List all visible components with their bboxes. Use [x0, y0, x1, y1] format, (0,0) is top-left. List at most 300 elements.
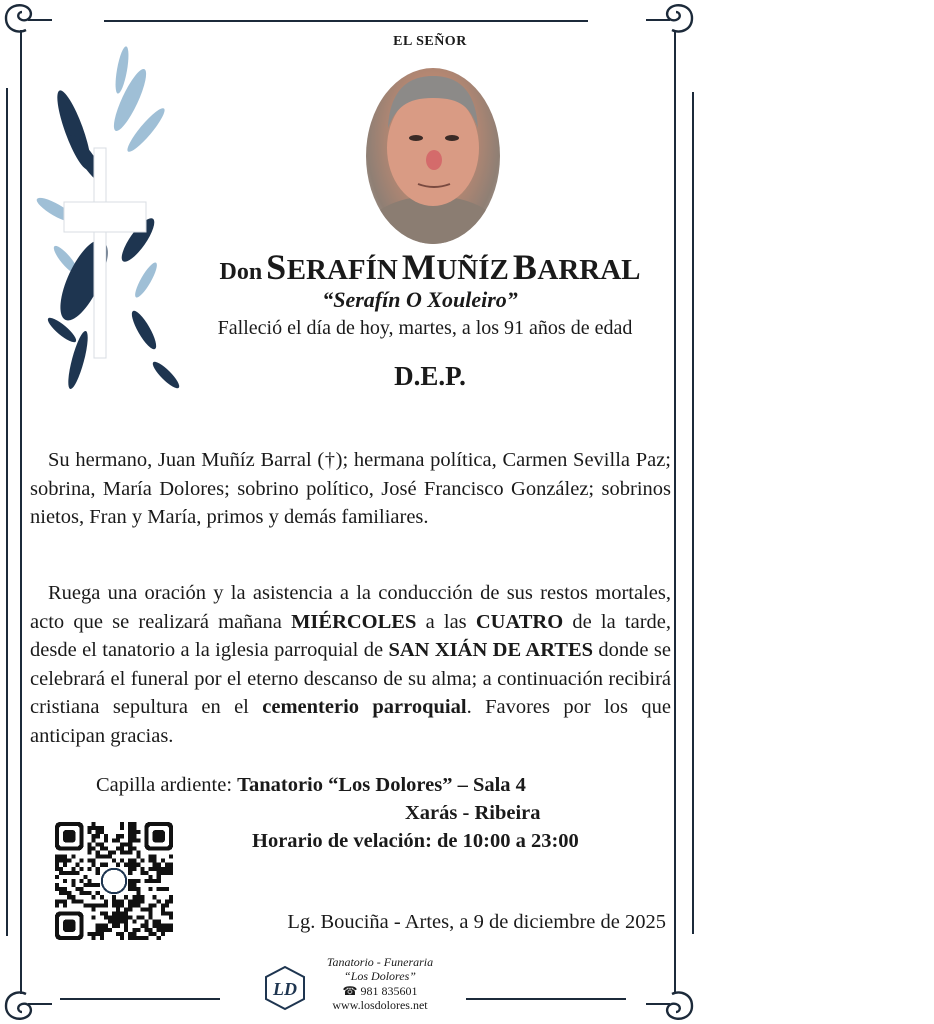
qr-module [88, 891, 92, 895]
qr-module [149, 932, 153, 936]
qr-module [128, 903, 132, 907]
qr-module [104, 855, 108, 859]
qr-module [108, 928, 112, 932]
qr-module [124, 916, 128, 920]
death-statement: Falleció el día de hoy, martes, a los 91 años de edad [217, 317, 633, 339]
qr-module [92, 936, 96, 940]
nickname: “Serafín O Xouleiro” [322, 287, 518, 312]
qr-module [153, 859, 157, 863]
qr-module [140, 899, 144, 903]
qr-module [100, 912, 104, 916]
qr-module [96, 891, 100, 895]
qr-module [149, 903, 153, 907]
qr-module [140, 895, 144, 899]
qr-module [132, 932, 136, 936]
qr-module [128, 830, 132, 834]
qr-module [120, 822, 124, 826]
qr-module [112, 903, 116, 907]
qr-module [96, 834, 100, 838]
qr-module [88, 883, 92, 887]
qr-module [75, 863, 79, 867]
qr-module [132, 859, 136, 863]
qr-module [140, 916, 144, 920]
qr-module [120, 850, 124, 854]
qr-module [71, 867, 75, 871]
qr-module [128, 907, 132, 911]
qr-module [79, 867, 83, 871]
qr-module [112, 859, 116, 863]
qr-module [88, 842, 92, 846]
frame-top-line [104, 20, 588, 22]
qr-module [169, 855, 173, 859]
qr-module [112, 895, 116, 899]
qr-module [165, 899, 169, 903]
qr-center-logo-icon [102, 869, 126, 893]
qr-module [140, 859, 144, 863]
qr-module [153, 932, 157, 936]
qr-module [136, 887, 140, 891]
qr-module [124, 895, 128, 899]
corner-ornament-bottom-right [644, 988, 696, 1024]
qr-module [55, 867, 59, 871]
chapel-line [96, 774, 526, 797]
qr-module [140, 871, 144, 875]
qr-module [116, 920, 120, 924]
qr-module [128, 859, 132, 863]
qr-module [55, 855, 59, 859]
qr-module [128, 932, 132, 936]
qr-module [112, 920, 116, 924]
qr-module [136, 879, 140, 883]
qr-module [71, 855, 75, 859]
qr-module [157, 863, 161, 867]
qr-module [136, 895, 140, 899]
qr-module [88, 867, 92, 871]
cross-with-leaves-icon [26, 30, 186, 420]
qr-module [116, 863, 120, 867]
qr-module [83, 875, 87, 879]
chapel-place: Tanatorio “Los Dolores” – Sala 4 [237, 774, 526, 796]
qr-module [128, 863, 132, 867]
qr-module [169, 871, 173, 875]
qr-module [145, 907, 149, 911]
qr-module [161, 867, 165, 871]
qr-module [88, 846, 92, 850]
qr-module [92, 895, 96, 899]
qr-module [59, 891, 63, 895]
qr-module [92, 863, 96, 867]
portrait-photo [366, 68, 500, 244]
qr-module [71, 899, 75, 903]
qr-module [165, 887, 169, 891]
qr-module [149, 907, 153, 911]
funeral-home-phone: ☎ 981 835601 [342, 984, 418, 998]
qr-module [136, 936, 140, 940]
qr-finder-pattern [153, 830, 165, 842]
qr-module [96, 883, 100, 887]
qr-module [157, 867, 161, 871]
qr-module [63, 903, 67, 907]
qr-module [153, 879, 157, 883]
qr-module [169, 867, 173, 871]
qr-module [96, 850, 100, 854]
qr-module [149, 879, 153, 883]
qr-module [128, 846, 132, 850]
qr-module [100, 846, 104, 850]
qr-module [136, 855, 140, 859]
qr-module [63, 859, 67, 863]
qr-module [71, 883, 75, 887]
qr-module [161, 928, 165, 932]
qr-module [157, 875, 161, 879]
qr-module [132, 863, 136, 867]
qr-module [169, 924, 173, 928]
qr-module [92, 822, 96, 826]
qr-module [92, 826, 96, 830]
qr-module [96, 855, 100, 859]
qr-module [88, 850, 92, 854]
qr-module [161, 903, 165, 907]
qr-module [88, 879, 92, 883]
qr-module [96, 932, 100, 936]
frame-left-outer [6, 88, 8, 936]
qr-module [169, 928, 173, 932]
qr-module [83, 883, 87, 887]
qr-module [145, 924, 149, 928]
qr-module [161, 932, 165, 936]
qr-module [79, 859, 83, 863]
qr-module [92, 838, 96, 842]
qr-module [128, 842, 132, 846]
qr-module [120, 920, 124, 924]
qr-module [63, 887, 67, 891]
name-prefix: Don [219, 259, 263, 285]
qr-module [100, 924, 104, 928]
qr-module [112, 838, 116, 842]
qr-module [140, 907, 144, 911]
qr-module [116, 834, 120, 838]
deceased-name: Don SERAFÍN MUÑÍZ BARRAL [219, 247, 641, 287]
qr-module [165, 903, 169, 907]
qr-module [75, 899, 79, 903]
qr-module [55, 859, 59, 863]
qr-module [132, 899, 136, 903]
qr-module [165, 912, 169, 916]
qr-module [132, 846, 136, 850]
qr-module [100, 842, 104, 846]
qr-module [96, 924, 100, 928]
qr-module [100, 826, 104, 830]
qr-module [128, 899, 132, 903]
qr-module [145, 871, 149, 875]
qr-module [132, 838, 136, 842]
qr-module [145, 936, 149, 940]
qr-module [79, 899, 83, 903]
qr-module [63, 863, 67, 867]
qr-module [136, 916, 140, 920]
qr-module [92, 883, 96, 887]
qr-module [55, 863, 59, 867]
qr-module [71, 895, 75, 899]
qr-module [157, 899, 161, 903]
qr-module [157, 879, 161, 883]
qr-module [88, 826, 92, 830]
qr-module [75, 887, 79, 891]
qr-module [128, 834, 132, 838]
qr-module [100, 855, 104, 859]
qr-module [161, 924, 165, 928]
qr-module [59, 899, 63, 903]
qr-module [104, 899, 108, 903]
qr-module [59, 859, 63, 863]
qr-module [92, 932, 96, 936]
qr-module [128, 936, 132, 940]
qr-module [96, 928, 100, 932]
qr-module [79, 879, 83, 883]
qr-module [124, 842, 128, 846]
qr-module [71, 879, 75, 883]
qr-module [88, 903, 92, 907]
qr-module [136, 899, 140, 903]
qr-module [75, 871, 79, 875]
qr-module [100, 936, 104, 940]
qr-module [96, 871, 100, 875]
qr-module [145, 928, 149, 932]
qr-module [169, 895, 173, 899]
frame-bottom-left [60, 998, 220, 1000]
qr-module [104, 903, 108, 907]
qr-module [116, 838, 120, 842]
corner-ornament-bottom-left [2, 988, 54, 1024]
corner-ornament-top-right [644, 0, 696, 36]
qr-module [161, 871, 165, 875]
qr-module [112, 899, 116, 903]
qr-module [92, 907, 96, 911]
qr-module [157, 887, 161, 891]
qr-module [108, 855, 112, 859]
qr-module [59, 855, 63, 859]
qr-module [149, 875, 153, 879]
qr-module [128, 822, 132, 826]
qr-module [153, 895, 157, 899]
funeral-home-name: “Los Dolores” [344, 969, 416, 983]
qr-module [124, 907, 128, 911]
qr-module [59, 887, 63, 891]
qr-module [157, 928, 161, 932]
qr-module [124, 920, 128, 924]
qr-module [120, 916, 124, 920]
qr-module [169, 863, 173, 867]
qr-module [161, 859, 165, 863]
qr-module [153, 863, 157, 867]
qr-module [157, 924, 161, 928]
qr-module [149, 867, 153, 871]
qr-module [120, 846, 124, 850]
chapel-location: Xarás - Ribeira [405, 802, 541, 824]
qr-module [67, 891, 71, 895]
qr-module [67, 859, 71, 863]
qr-code[interactable] [55, 822, 173, 940]
qr-module [161, 907, 165, 911]
qr-module [96, 867, 100, 871]
qr-module [140, 936, 144, 940]
qr-module [112, 916, 116, 920]
frame-right-outer [692, 92, 694, 934]
qr-module [96, 903, 100, 907]
svg-text:LD: LD [273, 979, 297, 999]
qr-module [132, 895, 136, 899]
qr-module [96, 826, 100, 830]
qr-module [169, 912, 173, 916]
qr-module [153, 903, 157, 907]
qr-module [128, 850, 132, 854]
qr-module [120, 936, 124, 940]
qr-module [124, 924, 128, 928]
qr-module [132, 822, 136, 826]
qr-module [136, 830, 140, 834]
qr-module [157, 871, 161, 875]
qr-module [55, 899, 59, 903]
qr-module [63, 855, 67, 859]
qr-module [136, 891, 140, 895]
qr-module [124, 928, 128, 932]
qr-module [120, 859, 124, 863]
qr-module [120, 899, 124, 903]
qr-module [96, 842, 100, 846]
qr-finder-pattern [63, 920, 75, 932]
qr-module [132, 883, 136, 887]
qr-module [124, 863, 128, 867]
funeral-home-type: Tanatorio - Funeraria [326, 955, 434, 969]
qr-module [157, 920, 161, 924]
qr-module [100, 830, 104, 834]
qr-module [92, 916, 96, 920]
qr-module [136, 903, 140, 907]
qr-module [128, 838, 132, 842]
qr-module [169, 899, 173, 903]
qr-module [120, 842, 124, 846]
funeral-home-block [262, 955, 462, 1023]
qr-module [55, 883, 59, 887]
dep-heading: D.E.P. [394, 361, 466, 391]
qr-module [116, 899, 120, 903]
qr-module [149, 887, 153, 891]
qr-module [132, 830, 136, 834]
qr-module [112, 912, 116, 916]
qr-module [59, 871, 63, 875]
qr-module [161, 912, 165, 916]
qr-module [165, 863, 169, 867]
qr-module [153, 924, 157, 928]
qr-module [132, 920, 136, 924]
qr-module [100, 895, 104, 899]
qr-module [124, 850, 128, 854]
qr-module [104, 916, 108, 920]
qr-module [59, 867, 63, 871]
date-place-line: Lg. Bouciña - Artes, a 9 de diciembre de 2025 [287, 911, 666, 933]
qr-module [63, 879, 67, 883]
qr-module [120, 834, 124, 838]
qr-module [165, 928, 169, 932]
qr-module [149, 859, 153, 863]
qr-module [136, 863, 140, 867]
qr-module [136, 928, 140, 932]
qr-module [92, 834, 96, 838]
qr-module [136, 838, 140, 842]
qr-module [67, 871, 71, 875]
qr-module [120, 912, 124, 916]
qr-module [88, 859, 92, 863]
qr-finder-pattern [63, 830, 75, 842]
qr-module [116, 912, 120, 916]
qr-module [128, 879, 132, 883]
qr-module [88, 830, 92, 834]
qr-module [153, 920, 157, 924]
qr-module [96, 830, 100, 834]
qr-module [132, 887, 136, 891]
qr-module [149, 912, 153, 916]
qr-module [104, 912, 108, 916]
frame-bottom-right [466, 998, 626, 1000]
qr-module [140, 924, 144, 928]
qr-module [149, 855, 153, 859]
phone-icon: ☎ [342, 984, 358, 998]
qr-module [104, 838, 108, 842]
qr-module [55, 875, 59, 879]
qr-module [116, 916, 120, 920]
family-paragraph: Su hermano, Juan Muñíz Barral (†); hermana política, Carmen Sevilla Paz; sobrina, María Dolores; sobrino político, José Francisco González; sobrinos nietos, Fran y María, primos y demás familiares. [30, 449, 671, 528]
qr-module [128, 871, 132, 875]
qr-module [149, 916, 153, 920]
qr-module [132, 903, 136, 907]
qr-module [140, 867, 144, 871]
qr-module [92, 859, 96, 863]
chapel-label: Capilla ardiente: [96, 774, 238, 796]
qr-module [104, 834, 108, 838]
qr-module [136, 850, 140, 854]
qr-module [128, 883, 132, 887]
qr-module [161, 887, 165, 891]
qr-module [128, 916, 132, 920]
qr-module [120, 903, 124, 907]
qr-module [104, 924, 108, 928]
qr-module [149, 928, 153, 932]
qr-module [153, 867, 157, 871]
qr-module [116, 932, 120, 936]
qr-module [128, 826, 132, 830]
qr-module [104, 846, 108, 850]
qr-module [132, 834, 136, 838]
qr-module [132, 867, 136, 871]
qr-module [55, 903, 59, 907]
qr-module [108, 920, 112, 924]
qr-module [120, 826, 124, 830]
qr-module [88, 932, 92, 936]
qr-module [132, 826, 136, 830]
qr-module [92, 903, 96, 907]
qr-module [108, 850, 112, 854]
qr-module [120, 932, 124, 936]
qr-module [169, 916, 173, 920]
qr-module [79, 887, 83, 891]
qr-module [124, 912, 128, 916]
qr-module [79, 891, 83, 895]
funeral-home-website-link[interactable]: www.losdolores.net [332, 998, 428, 1012]
qr-module [132, 928, 136, 932]
funeral-home-text [310, 955, 450, 1012]
qr-module [63, 891, 67, 895]
qr-module [71, 871, 75, 875]
